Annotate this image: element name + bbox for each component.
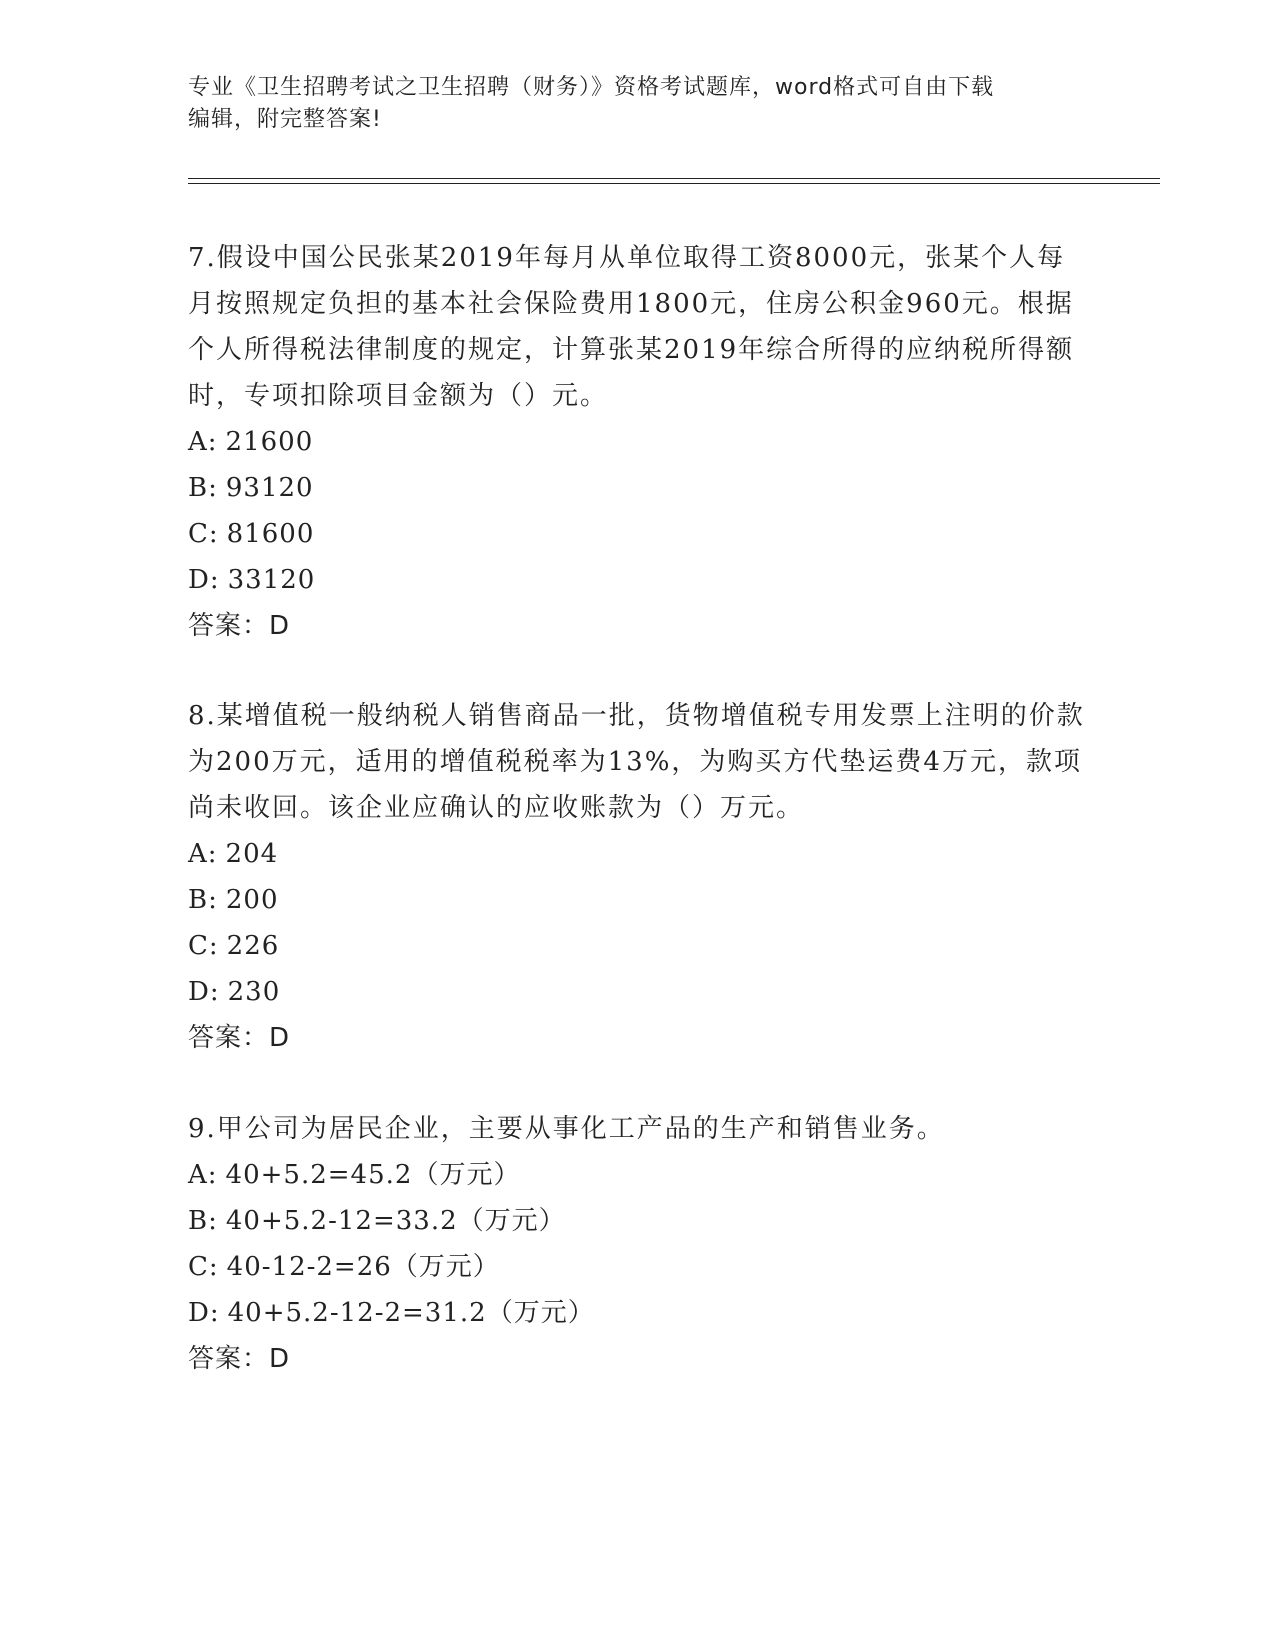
option-d (188, 557, 1088, 603)
option-a (188, 831, 1088, 877)
option-value: 21600 (225, 427, 314, 457)
option-label: C: (188, 1252, 219, 1282)
option-label: B: (188, 1206, 218, 1236)
question-7 (188, 235, 1088, 649)
option-label: B: (188, 473, 218, 503)
option-c (188, 1244, 1088, 1290)
option-label: C: (188, 931, 219, 961)
answer: 答案：D (188, 1344, 291, 1374)
option-d (188, 969, 1088, 1015)
option-label: B: (188, 885, 218, 915)
header-rule-bottom (188, 183, 1160, 184)
option-value: 40-12-2=26（万元） (226, 1252, 500, 1282)
option-value: 81600 (226, 519, 315, 549)
option-label: D: (188, 565, 220, 595)
option-label: C: (188, 519, 219, 549)
document-header (188, 72, 1088, 136)
option-c (188, 511, 1088, 557)
answer: 答案：D (188, 1023, 291, 1053)
option-label: A: (188, 839, 218, 869)
option-a (188, 1152, 1088, 1198)
option-value: 230 (227, 977, 281, 1007)
option-value: 93120 (225, 473, 314, 503)
option-a (188, 419, 1088, 465)
question-text: 9.甲公司为居民企业，主要从事化工产品的生产和销售业务。 (188, 1114, 945, 1144)
question-text: 8.某增值税一般纳税人销售商品一批，货物增值税专用发票上注明的价款为200万元，适用的增值税税率为13%，为购买方代垫运费4万元，款项尚未收回。该企业应确认的应收账款为（）万元。 (188, 701, 1085, 823)
option-b (188, 465, 1088, 511)
option-value: 40+5.2=45.2（万元） (225, 1160, 521, 1190)
header-line-2: 编辑，附完整答案! (188, 107, 382, 132)
option-b (188, 1198, 1088, 1244)
option-value: 226 (226, 931, 280, 961)
question-text: 7.假设中国公民张某2019年每月从单位取得工资8000元，张某个人每月按照规定负担的基本社会保险费用1800元，住房公积金960元。根据个人所得税法律制度的规定，计算张某2019年综合所得的应纳税所得额时，专项扣除项目金额为（）元。 (188, 243, 1075, 411)
option-label: D: (188, 1298, 220, 1328)
option-d (188, 1290, 1088, 1336)
option-value: 40+5.2-12=33.2（万元） (225, 1206, 566, 1236)
header-rule-top (188, 178, 1160, 179)
option-b (188, 877, 1088, 923)
question-9 (188, 1106, 1088, 1382)
option-label: A: (188, 427, 218, 457)
option-value: 33120 (227, 565, 316, 595)
option-value: 204 (225, 839, 279, 869)
option-label: A: (188, 1160, 218, 1190)
option-value: 200 (225, 885, 279, 915)
option-label: D: (188, 977, 220, 1007)
answer: 答案：D (188, 611, 291, 641)
option-value: 40+5.2-12-2=31.2（万元） (227, 1298, 595, 1328)
option-c (188, 923, 1088, 969)
header-line-1: 专业《卫生招聘考试之卫生招聘（财务）》资格考试题库，word格式可自由下载 (188, 75, 995, 100)
question-8 (188, 693, 1088, 1061)
